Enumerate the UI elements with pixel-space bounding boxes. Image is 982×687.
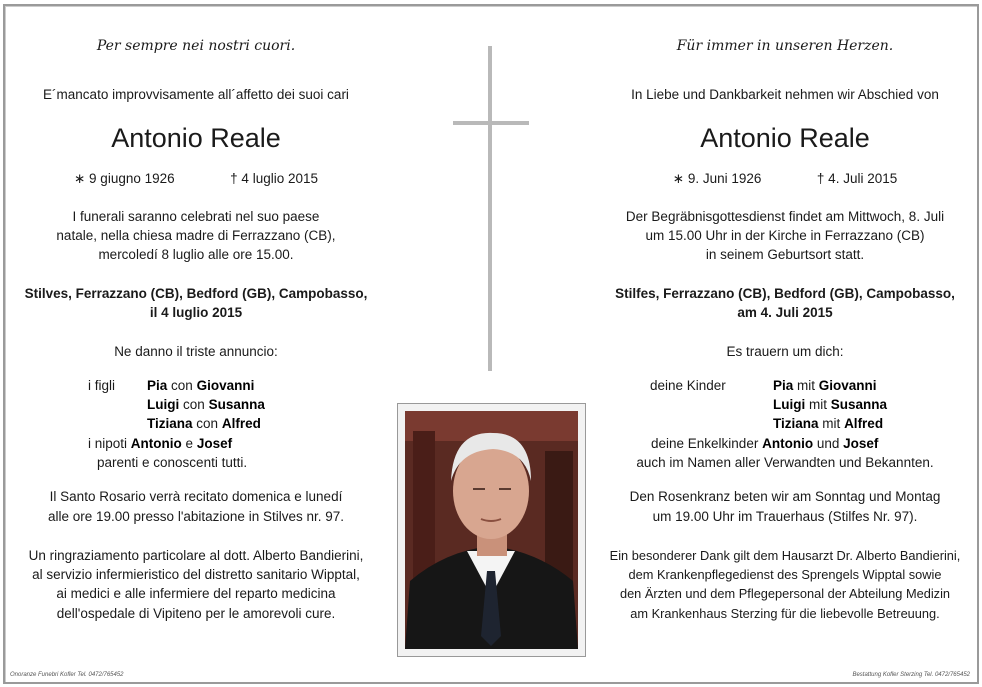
rosary-line: um 19.00 Uhr im Trauerhaus (Stilfes Nr. 97). xyxy=(652,509,918,524)
dates xyxy=(590,169,980,189)
funeral-line: natale, nella chiesa madre di Ferrazzano (CB), xyxy=(56,228,336,243)
cross-icon xyxy=(488,46,492,371)
children-label: i figli xyxy=(88,378,116,393)
birth-date: ∗ 9 giugno 1926 xyxy=(73,171,175,186)
thanks-line: am Krankenhaus Sterzing für die liebevolle Betreuung. xyxy=(630,606,940,621)
thanks-line: Ein besonderer Dank gilt dem Hausarzt Dr. Alberto Bandierini, xyxy=(609,548,961,563)
place-line: Stilves, Ferrazzano (CB), Bedford (GB), Campobasso, xyxy=(24,286,368,301)
children-label: deine Kinder xyxy=(650,378,726,393)
announce: Ne danno il triste annuncio: xyxy=(114,344,278,359)
child-row: Pia mit Giovanni xyxy=(773,378,877,393)
footer-italian: Onoranze Funebri Kofler Tel. 0472/765452 xyxy=(10,672,124,678)
funeral-line: Der Begräbnisgottesdienst findet am Mittwoch, 8. Juli xyxy=(625,209,945,224)
birth-date: ∗ 9. Juni 1926 xyxy=(672,171,762,186)
grandchildren-row: deine Enkelkinder Antonio und Josef xyxy=(651,436,879,451)
funeral-line: mercoledí 8 luglio alle ore 15.00. xyxy=(98,247,294,262)
relatives: auch im Namen aller Verwandten und Bekannten. xyxy=(636,455,934,470)
thanks-line: ai medici e alle infermiere del reparto medicina xyxy=(56,586,336,601)
thanks-line: den Ärzten und dem Pflegepersonal der Abteilung Medizin xyxy=(619,586,951,601)
death-date: † 4 luglio 2015 xyxy=(230,171,318,186)
intro: E´mancato improvvisamente all´affetto dei suoi cari xyxy=(43,87,349,102)
place-line: Stilfes, Ferrazzano (CB), Bedford (GB), Campobasso, xyxy=(615,286,955,301)
rosary-line: Den Rosenkranz beten wir am Sonntag und Montag xyxy=(629,489,941,504)
motto: Für immer in unseren Herzen. xyxy=(676,38,894,54)
child-row: Tiziana mit Alfred xyxy=(773,416,884,431)
funeral-line: I funerali saranno celebrati nel suo paese xyxy=(72,209,320,224)
child-row: Luigi mit Susanna xyxy=(773,397,888,412)
cross-icon-bar xyxy=(453,121,529,125)
thanks-line: dell'ospedale di Vipiteno per le amorevoli cure. xyxy=(56,606,336,621)
thanks-line: al servizio infermieristico del distretto sanitario Wipptal, xyxy=(32,567,360,582)
announce: Es trauern um dich: xyxy=(726,344,844,359)
footer-german: Bestattung Kofler Sterzing Tel. 0472/765452 xyxy=(852,672,970,678)
motto: Per sempre nei nostri cuori. xyxy=(96,38,296,54)
deceased-name: Antonio Reale xyxy=(700,123,870,153)
deceased-name: Antonio Reale xyxy=(111,123,281,153)
child-row: Tiziana con Alfred xyxy=(147,416,261,431)
death-date: † 4. Juli 2015 xyxy=(816,171,898,186)
child-row: Luigi con Susanna xyxy=(147,397,265,412)
child-row: Pia con Giovanni xyxy=(147,378,255,393)
date-line: il 4 luglio 2015 xyxy=(149,305,243,320)
thanks-line: Un ringraziamento particolare al dott. Alberto Bandierini, xyxy=(28,548,364,563)
grandchildren-row: i nipoti Antonio e Josef xyxy=(88,436,233,451)
portrait-photo xyxy=(397,403,586,657)
rosary-line: Il Santo Rosario verrà recitato domenica e lunedí xyxy=(49,489,343,504)
intro: In Liebe und Dankbarkeit nehmen wir Abschied von xyxy=(631,87,939,102)
rosary-line: alle ore 19.00 presso l'abitazione in Stilves nr. 97. xyxy=(47,509,344,524)
relatives: parenti e conoscenti tutti. xyxy=(97,455,248,470)
dates xyxy=(10,169,382,189)
funeral-line: in seinem Geburtsort statt. xyxy=(705,247,865,262)
thanks-line: dem Krankenpflegedienst des Sprengels Wipptal sowie xyxy=(628,567,942,582)
funeral-line: um 15.00 Uhr in der Kirche in Ferrazzano (CB) xyxy=(645,228,925,243)
date-line: am 4. Juli 2015 xyxy=(737,305,833,320)
